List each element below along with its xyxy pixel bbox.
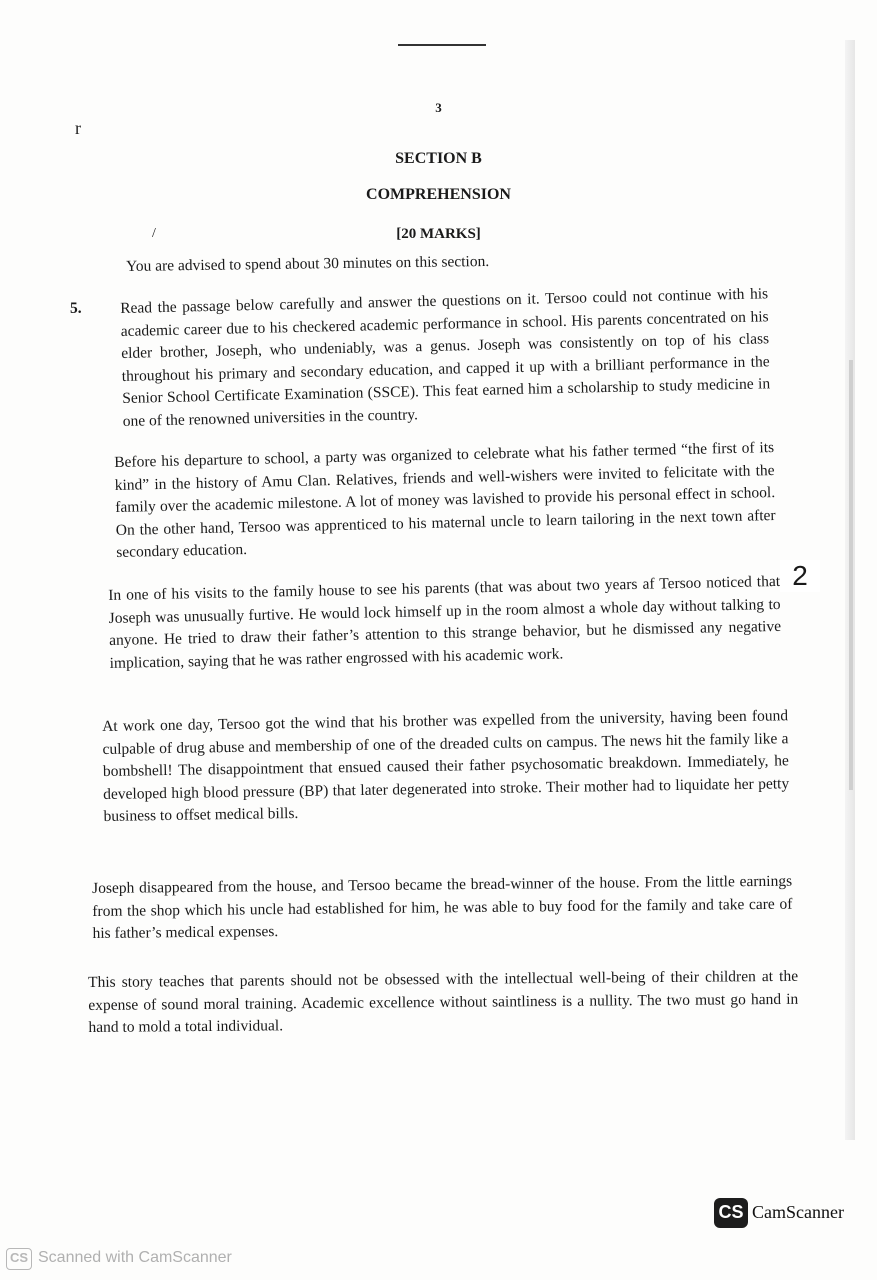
top-rule: [398, 44, 486, 46]
comprehension-heading: COMPREHENSION: [366, 186, 511, 203]
passage-paragraph: This story teaches that parents should not be obsessed with the intellectual well-being of their children at the expense of sound moral training. Academic excellence without saintliness is a nullity. The two must go hand in hand to mold a total individual.: [88, 967, 799, 1036]
question-number: 5.: [70, 300, 82, 317]
marks-label: [20 MARKS]: [396, 226, 481, 242]
page-number: 3: [435, 100, 442, 115]
scan-shadow-line: [849, 360, 853, 790]
time-instruction: You are advised to spend about 30 minutes on this section.: [126, 252, 490, 275]
scan-watermark: Scanned with CamScanner: [38, 1249, 232, 1266]
section-title: SECTION B: [395, 150, 482, 167]
passage-paragraph: Read the passage below carefully and answer the questions on it. Tersoo could not continue with his academic career due to his checkered academic performance in school. His parents concentrated on his elder brother, Joseph, who undeniably, was a genus. Joseph was consistently on top of his class throughout his primary and secondary education, and capped it up with a brilliant performance in the Senior School Certificate Examination (SSCE). This feat earned him a scholarship to study medicine in one of the renowned universities in the country.: [120, 285, 771, 430]
passage-paragraph: Before his departure to school, a party was organized to celebrate what his father termed “the first of its kind” in the history of Amu Clan. Relatives, friends and well-wishers were invited to felicitate with the family over the academic milestone. A lot of money was lavished to provide his personal effect in school. On the other hand, Tersoo was apprenticed to his maternal uncle to learn tailoring in the next town after secondary education.: [114, 439, 776, 561]
margin-annotation: 2: [780, 560, 820, 592]
passage-paragraph: Joseph disappeared from the house, and Tersoo became the bread-winner of the house. From the little earnings from the shop which his uncle had established for him, he was able to buy food for the family and take care of his father’s medical expenses.: [92, 872, 793, 942]
camscanner-footer-icon: CS: [6, 1248, 32, 1270]
passage-paragraph: In one of his visits to the family house to see his parents (that was about two years af Tersoo noticed that Joseph was unusually furtive. He would lock himself up in the room almost a whole day without talking to anyone. He tried to draw their father’s attention to this strange behavior, but he dismissed any negative implication, saying that he was rather engrossed with his academic work.: [108, 572, 782, 672]
stray-mark: r: [75, 118, 81, 138]
camscanner-logo-text: CamScanner: [752, 1202, 844, 1222]
stray-mark: /: [152, 226, 156, 241]
camscanner-logo-icon: CS: [714, 1198, 748, 1228]
passage-paragraph: At work one day, Tersoo got the wind that his brother was expelled from the university, having been found culpable of drug abuse and membership of one of the dreaded cults on campus. The news hit the family like a bombshell! The disappointment that ensued caused their father psychosomatic breakdown. Immediately, he developed high blood pressure (BP) that later degenerated into stroke. Their mother had to liquidate her petty business to offset medical bills.: [102, 707, 790, 825]
